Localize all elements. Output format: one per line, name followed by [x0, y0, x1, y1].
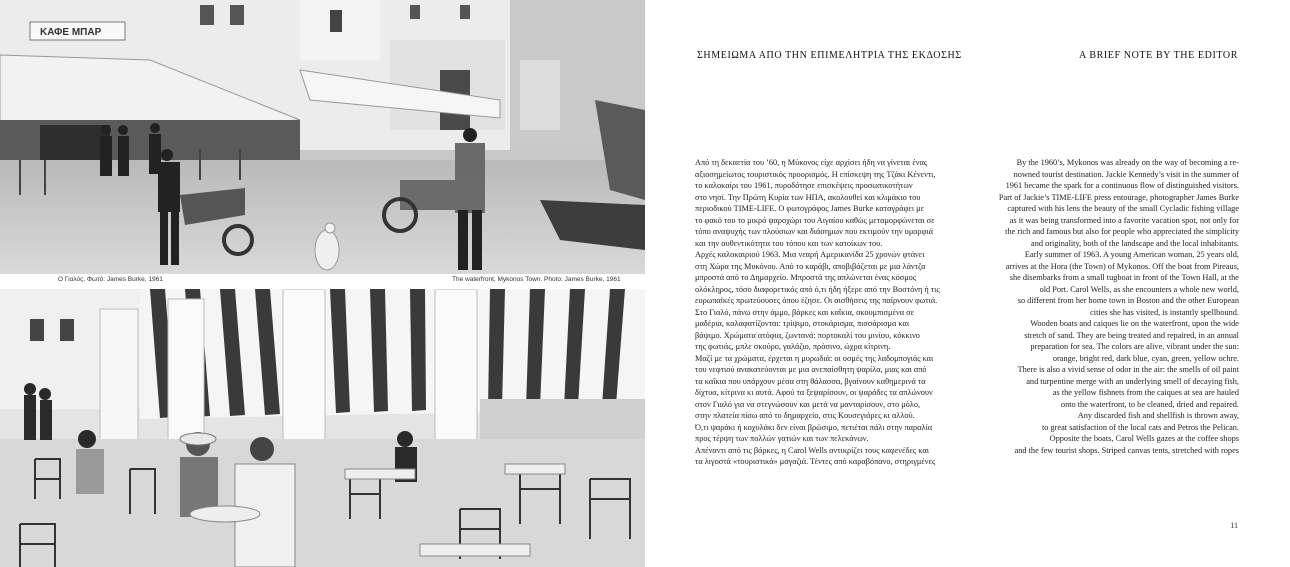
- heading-greek: ΣΗΜΕΙΩΜΑ ΑΠΟ ΤΗΝ ΕΠΙΜΕΛΗΤΡΙΑ ΤΗΣ ΕΚΔΟΣΗΣ: [697, 50, 962, 61]
- greek-text-line: τόπο αναψυχής των πλούσιων και διάσημων που εκτιμούν την ομορφιά: [695, 227, 933, 236]
- greek-text-line: και την αυθεντικότητα του τόπου και των κατοίκων του.: [695, 238, 883, 248]
- greek-text-line: τα καΐκια που υπάρχουν μέσα στη θάλασσα, βγαίνουν καθημερινά τα: [695, 376, 926, 386]
- english-text-line: preparation for sea. The colors are alive, vibrant under the sun:: [1030, 342, 1239, 351]
- greek-text-line: Στο Γιαλό, πάνω στην άμμο, βάρκες και καΐκια, ακουμπισμένα σε: [695, 307, 915, 317]
- english-text-line: Any discarded fish and shellfish is thrown away,: [1077, 411, 1239, 420]
- english-text-line: stretch of sand. They are being treated and repaired, in an annual: [1024, 330, 1239, 340]
- heading-english: A BRIEF NOTE BY THE EDITOR: [1078, 50, 1238, 61]
- right-page: [645, 0, 1290, 567]
- greek-text-line: μπροστά από το Δημαρχείο. Μπροστά της απλώνεται ένας κόσμος: [695, 273, 917, 282]
- greek-text-line: ευρωπαϊκές πρωτεύουσες όπου έζησε. Οι αισθήσεις της παίρνουν φωτιά.: [695, 296, 938, 305]
- english-text-line: captured with his lens the beauty of the small Cycladic fishing village: [1007, 204, 1239, 213]
- greek-text-line: στην πλατεία πίσω από το δημαρχείο, στις Κουσεγιάρες κι αλλού.: [695, 411, 915, 420]
- english-text-line: she disembarks from a small tugboat in front of the Town Hall, at the: [1009, 273, 1239, 282]
- english-text-column: [997, 157, 1239, 456]
- english-text-line: Early summer of 1963. A young American woman, 25 years old,: [1024, 250, 1239, 259]
- english-text-line: the rich and famous but also for people who appreciated the simplicity: [1005, 227, 1239, 236]
- english-text-line: nowned tourist destination. Jackie Kennedy’s visit in the summer of: [1013, 169, 1239, 179]
- english-text-line: By the 1960’s, Mykonos was already on the way of becoming a re-: [1016, 158, 1239, 167]
- cafe-photo: [0, 289, 645, 567]
- greek-text-line: δίχτυα, κίτρινα κι αυτά. Αφού τα ξεψαρίσουν, οι ψαράδες τα απλώνουν: [695, 388, 933, 397]
- greek-text-line: προς τέρψη των πολλών γατιών και των πελεκάνων.: [695, 434, 869, 443]
- greek-text-line: μαδέρια, καλαφατίζονται: τρίψιμο, στοκάρισμα, πισσάρισμα και: [695, 319, 910, 328]
- greek-text-line: τα λιγοστά «τουριστικά» μαγαζιά. Τέντες από καραβόπανο, στηριγμένες: [695, 457, 936, 466]
- english-text-line: onto the waterfront, to be cleaned, dried and repaired.: [1060, 399, 1239, 409]
- greek-text-line: στο νησί. Την Πρώτη Κυρία των ΗΠΑ, ακολουθεί και κλιμάκιο του: [695, 192, 921, 202]
- english-text-line: arrives at the Hora (the Town) of Mykonos. Off the boat from Pireaus,: [1005, 261, 1239, 271]
- waterfront-photo: [0, 0, 645, 274]
- english-text-line: Opposite the boats, Carol Wells gazes at the coffee shops: [1049, 434, 1239, 443]
- greek-text-line: στον Γιαλό για να στεγνώσουν και μετά να μανταρίσουν, στο μόλο,: [695, 399, 921, 409]
- english-text-line: so different from her home town in Boston and the other European: [1017, 296, 1239, 305]
- cafe-sign-text: ΚΑΦΕ ΜΠΑΡ: [40, 27, 102, 38]
- greek-text-line: το φακό του το μικρό ψαροχώρι του Αιγαίου καθώς μεταμορφώνεται σε: [695, 215, 935, 225]
- english-text-line: and originality, both of the landscape and the local inhabitants.: [1031, 238, 1239, 248]
- english-text-line: as the yellow fishnets from the caiques at sea are hauled: [1052, 388, 1239, 397]
- greek-text-line: Αρχές καλοκαιριού 1963. Μια νεαρή Αμερικανίδα 25 χρονών φτάνει: [695, 250, 925, 259]
- page-number: 11: [1230, 521, 1238, 530]
- greek-text-column: [695, 157, 987, 468]
- english-text-line: cities she has visited, is instantly spellbound.: [1090, 307, 1239, 317]
- greek-text-line: βάψιμο. Χρώματα ατόφια, ζωντανά: πορτοκαλί του μινίου, κόκκινο: [695, 330, 920, 340]
- greek-text-line: ολόκληρος, τόσο διαφορετικός από ό,τι ήδη ήξερε από την Βοστόνη ή τις: [695, 284, 940, 294]
- english-text-line: There is also a vivid sense of odor in the air: the smells of oil paint: [1017, 365, 1239, 374]
- greek-text-line: του νεφτιού ανακατεύονται με μια ανεπαίσθητη ψαρίλα, μιας και από: [695, 365, 927, 374]
- english-text-line: as it was being transformed into a favorite vacation spot, not only for: [1009, 215, 1239, 225]
- greek-text-line: Μαζί με τα χρώματα, έρχεται η μυρωδιά: οι οσμές της λαδομπογιάς και: [695, 353, 934, 363]
- english-text-line: and the few tourist shops. Striped canvas tents, stretched with ropes: [1014, 445, 1239, 455]
- caption-greek: Ο Γιαλός. Φωτό: James Burke, 1961: [58, 276, 163, 283]
- english-text-line: orange, bright red, dark blue, cyan, green, yellow ochre.: [1052, 353, 1239, 363]
- english-text-line: Part of Jackie’s TIME-LIFE press entourage, photographer James Burke: [998, 192, 1239, 202]
- greek-text-line: της φωτιάς, μπλε σκούρο, γαλάζιο, πράσινο, ώχρα κίτρινη.: [695, 342, 891, 351]
- greek-text-line: Ό,τι ψαράκι ή κοχυλάκι δεν είναι βρώσιμο, πετιέται πάλι στην παραλία: [695, 422, 933, 432]
- greek-text-line: το καλοκαίρι του 1961, πυροδότησε επισκέψεις προσωπικοτήτων: [695, 181, 913, 190]
- greek-text-line: περιοδικού TIME-LIFE. Ο φωτογράφος James Burke καταγράφει με: [695, 204, 925, 213]
- english-text-line: 1961 became the spark for a continuous flow of distinguished visitors.: [1005, 181, 1239, 190]
- greek-text-line: στη Χώρα της Μυκόνου. Από το καράβι, αποβιβάζεται με μια λάντζα: [695, 261, 926, 271]
- caption-english: The waterfront, Mykonos Town. Photo: James Burke, 1961: [452, 276, 621, 283]
- greek-text-line: Απέναντι από τις βάρκες, η Carol Wells αντικρίζει τους καφενέδες και: [695, 445, 929, 455]
- greek-text-line: αξιοσημείωτος τουριστικός προορισμός. Η επίσκεψη της Τζάκι Κένεντι,: [695, 169, 936, 179]
- english-text-line: old Port. Carol Wells, as she encounters a whole new world,: [1039, 284, 1239, 294]
- english-text-line: Wooden boats and caiques lie on the waterfront, upon the wide: [1030, 319, 1239, 328]
- greek-text-line: Από τη δεκαετία του ’60, η Μύκονος είχε αρχίσει ήδη να γίνεται ένας: [695, 158, 928, 167]
- english-text-line: to great satisfaction of the local cats and Petros the Pelican.: [1042, 422, 1239, 432]
- english-text-line: and turpentine merge with an underlying smell of decaying fish,: [1026, 376, 1239, 386]
